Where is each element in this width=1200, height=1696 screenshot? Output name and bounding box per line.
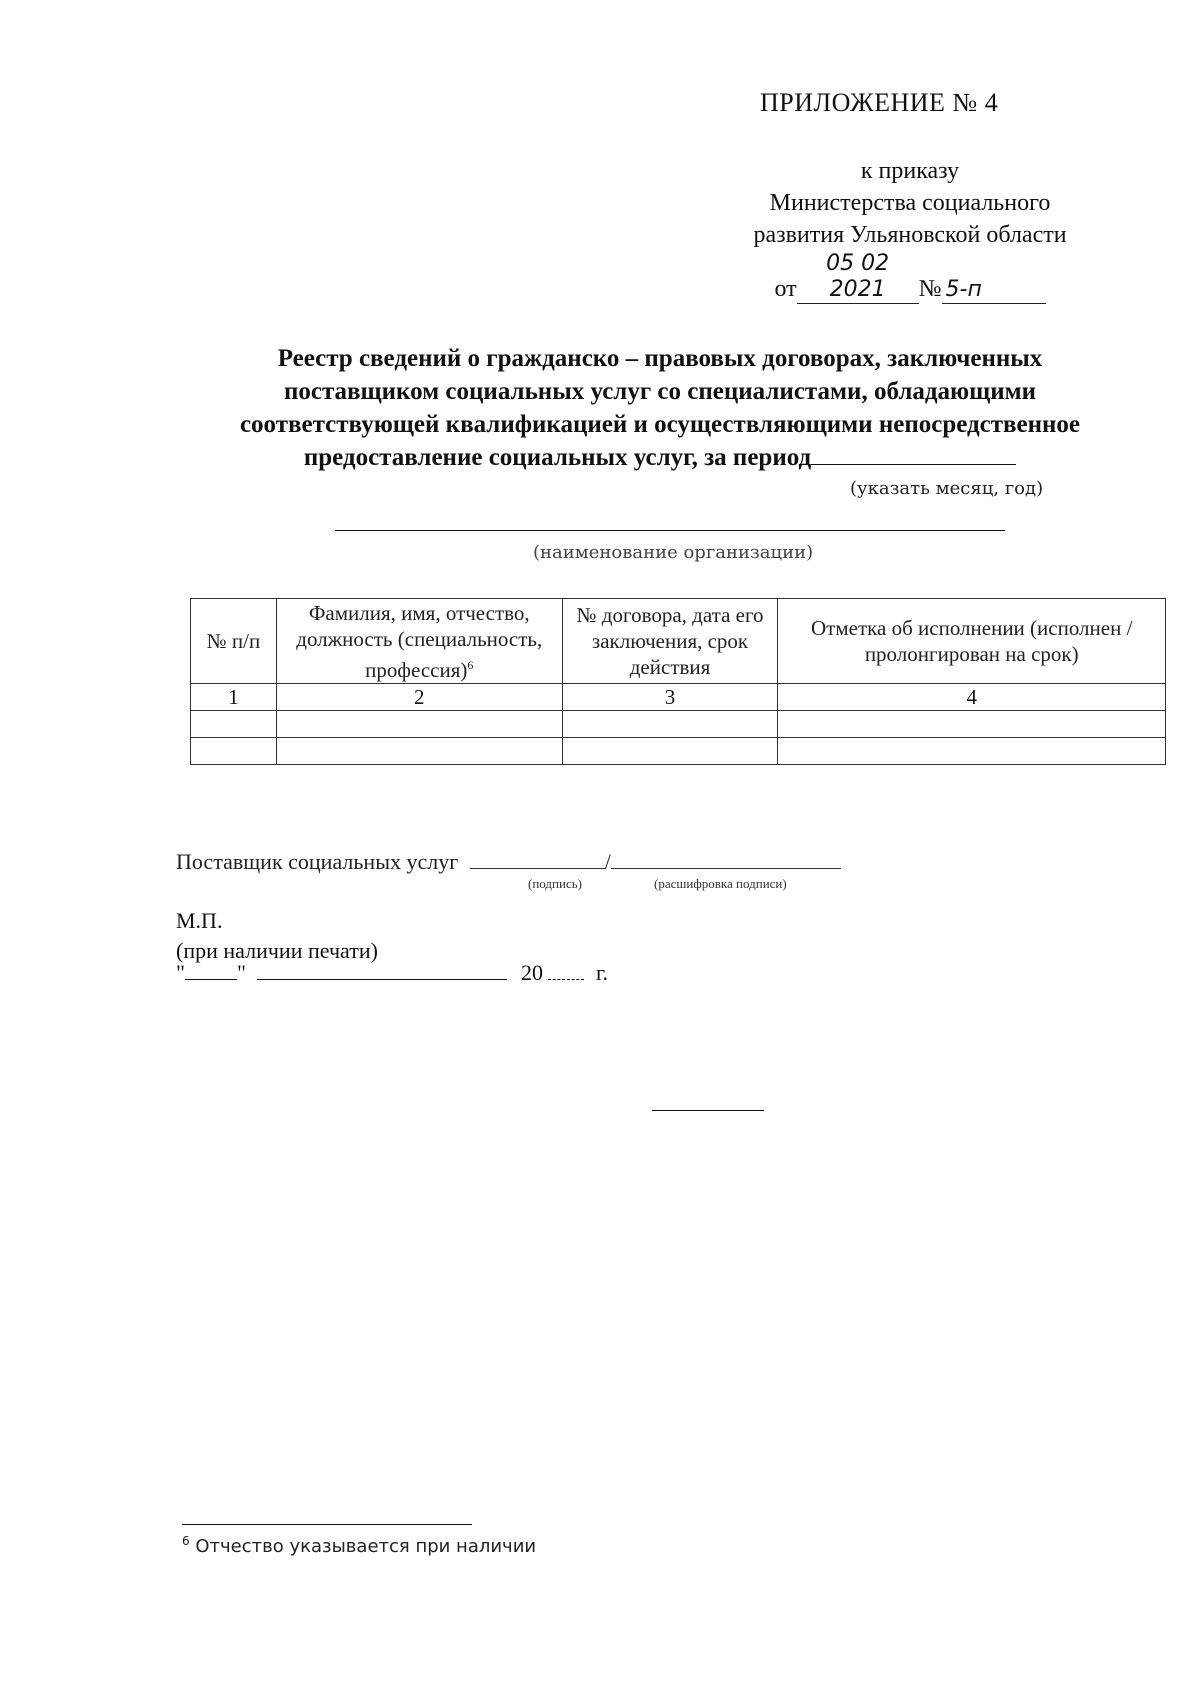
organization-hint: (наименование организации)	[533, 542, 814, 563]
stamp-block	[176, 906, 378, 966]
title-line-4	[170, 441, 1150, 474]
year-blank	[548, 979, 584, 980]
table-cell	[562, 738, 778, 765]
end-rule	[652, 1110, 764, 1111]
header-name-text: Фамилия, имя, отчество, должность (специальность, профессия)	[296, 600, 543, 682]
footnote-mark: 6	[182, 1534, 190, 1548]
header-name	[276, 599, 562, 684]
handwritten-number: 5-п	[942, 277, 1046, 304]
table-cell: 1	[191, 684, 277, 711]
footnote-text: Отчество указывается при наличии	[195, 1536, 537, 1557]
signature-blank	[470, 848, 605, 869]
order-line-2: Министерства социального	[769, 190, 1051, 216]
table-cell: 3	[562, 684, 778, 711]
number-prefix: №	[918, 276, 942, 302]
title-line-4-text: предоставление социальных услуг, за период	[303, 444, 812, 471]
table-row	[191, 684, 1166, 711]
table-cell	[778, 738, 1166, 765]
signature-separator: /	[604, 849, 611, 874]
table-cell	[191, 711, 277, 738]
table-cell	[276, 738, 562, 765]
handwritten-date: 05 02 2021	[797, 251, 919, 304]
footnote-ref: 6	[467, 657, 474, 672]
stamp-mp: М.П.	[176, 908, 223, 933]
day-blank	[185, 979, 237, 980]
table-cell	[778, 711, 1166, 738]
title-line-2: поставщиком социальных услуг со специалистами, обладающими	[283, 378, 1037, 405]
signature-decode-blank	[611, 848, 841, 869]
title-line-3: соответствующей квалификацией и осуществляющими непосредственное	[239, 411, 1081, 438]
period-hint: (указать месяц, год)	[850, 478, 1044, 499]
order-line-1: к приказу	[860, 158, 960, 184]
organization-line	[335, 530, 1005, 531]
table-cell	[276, 711, 562, 738]
year-prefix: 20	[520, 960, 543, 985]
quote-close: "	[236, 960, 246, 985]
decode-caption: (расшифровка подписи)	[654, 876, 787, 891]
table-cell: 4	[778, 684, 1166, 711]
title-line-1: Реестр сведений о гражданско – правовых договорах, заключенных	[277, 345, 1043, 372]
sign-caption: (подпись)	[528, 876, 582, 891]
footnote	[182, 1534, 536, 1557]
stamp-note: (при наличии печати)	[176, 938, 378, 963]
footnote-rule	[182, 1524, 472, 1525]
month-blank	[257, 979, 507, 980]
date-row	[176, 960, 608, 986]
table-cell	[191, 738, 277, 765]
table-cell: 2	[276, 684, 562, 711]
signature-row	[176, 848, 841, 891]
header-status: Отметка об исполнении (исполнен /пролонгирован на срок)	[778, 599, 1166, 684]
order-line-3: развития Ульяновской области	[753, 222, 1067, 248]
table-row	[191, 711, 1166, 738]
quote-open: "	[176, 960, 185, 985]
header-number: № п/п	[191, 599, 277, 684]
document-title	[170, 342, 1150, 474]
order-reference	[690, 155, 1130, 305]
appendix-title: ПРИЛОЖЕНИЕ № 4	[760, 88, 999, 117]
period-blank	[811, 464, 1016, 465]
table-cell	[562, 711, 778, 738]
date-prefix: от	[774, 276, 797, 302]
year-suffix: г.	[595, 960, 609, 985]
table-row	[191, 738, 1166, 765]
registry-table	[190, 598, 1166, 765]
header-contract: № договора, дата его заключения, срок действия	[562, 599, 778, 684]
signature-label: Поставщик социальных услуг	[176, 849, 459, 874]
order-date-number	[690, 251, 1130, 305]
table-header-row	[191, 599, 1166, 684]
